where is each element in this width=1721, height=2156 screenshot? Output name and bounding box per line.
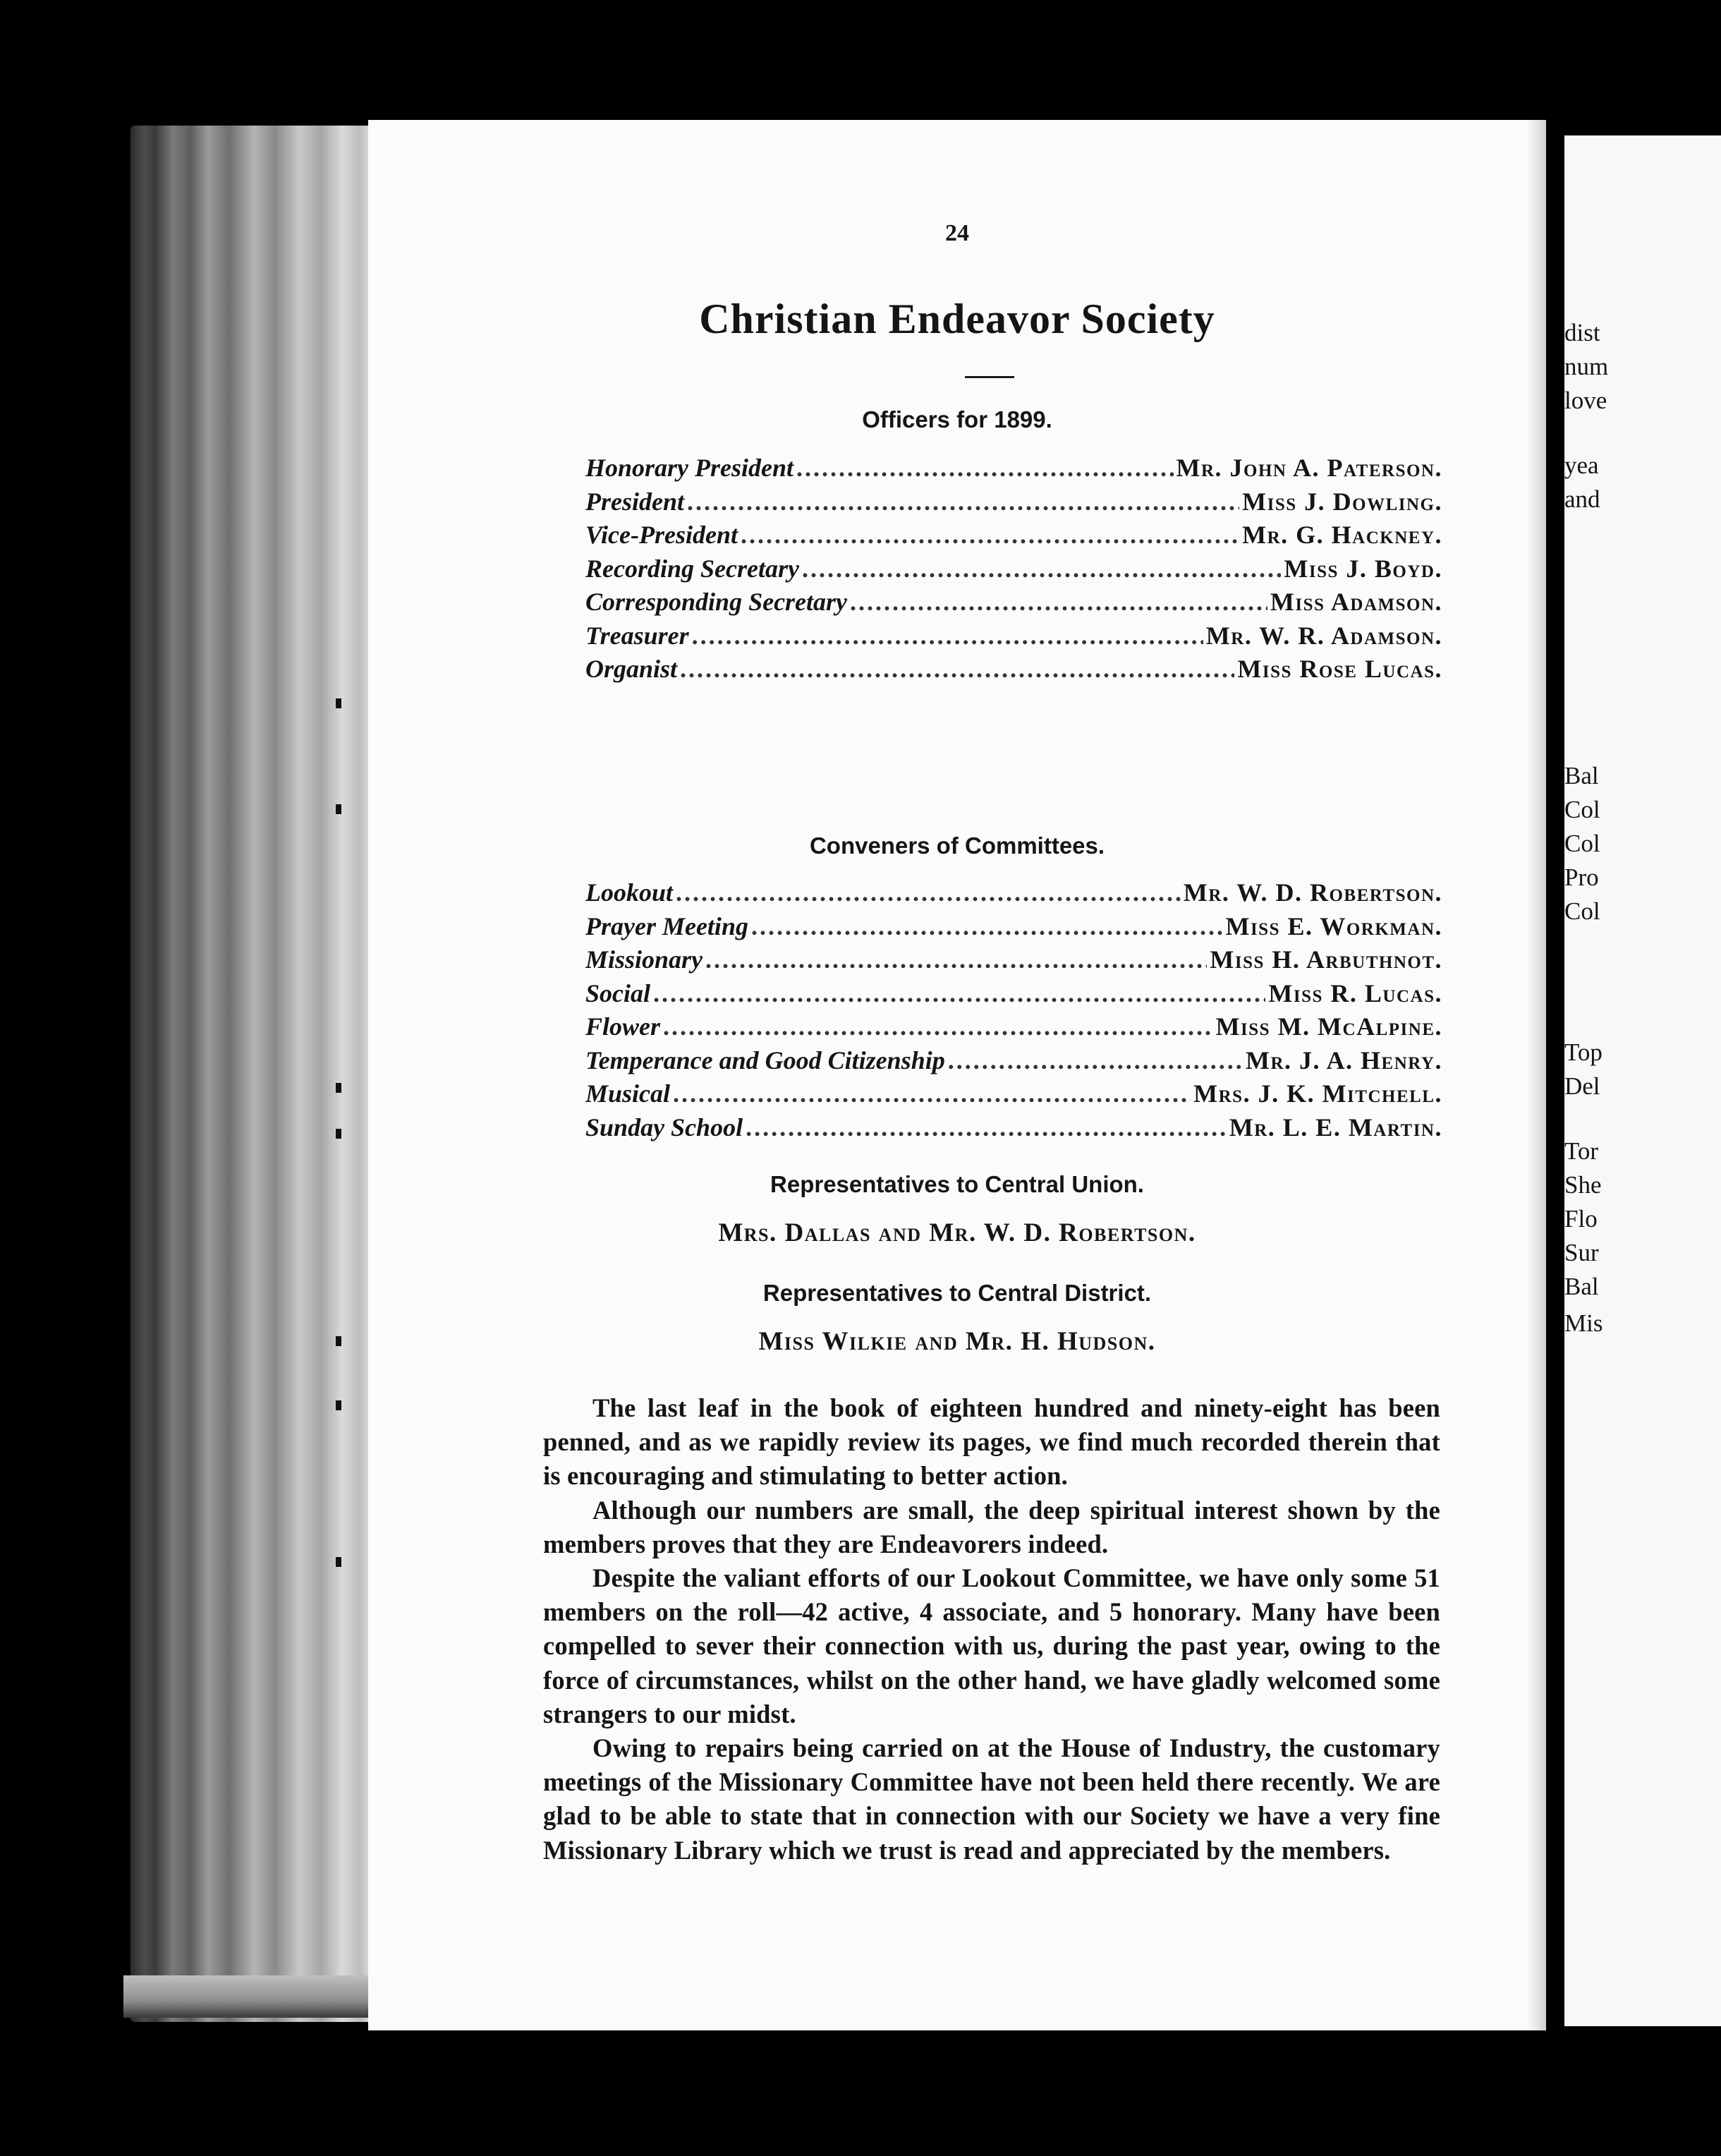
book-page-edges	[130, 126, 374, 2022]
edge-mark	[336, 804, 341, 814]
officer-name: Miss Adamson.	[1270, 588, 1442, 616]
conveners-list	[585, 878, 1442, 1146]
officer-row	[585, 621, 1442, 655]
dot-leader	[948, 1046, 1243, 1075]
committee-name: Musical	[585, 1079, 671, 1108]
dot-leader	[663, 1012, 1213, 1041]
facing-page-fragment: Bal	[1564, 762, 1599, 789]
convener-name: Mr. J. A. Henry.	[1245, 1046, 1442, 1074]
convener-name: Miss R. Lucas.	[1268, 979, 1442, 1007]
convener-row	[585, 1079, 1442, 1113]
officer-name: Mr. John A. Paterson.	[1176, 454, 1442, 482]
officers-heading: Officers for 1899.	[862, 406, 1052, 432]
facing-page-fragment: num	[1564, 353, 1609, 380]
officer-role: Corresponding Secretary	[585, 588, 848, 616]
facing-page-fragment: and	[1564, 485, 1600, 513]
facing-page-fragment: Col	[1564, 796, 1600, 823]
convener-name: Miss E. Workman.	[1225, 912, 1442, 940]
paragraph: Owing to repairs being carried on at the House of Industry, the customary meetings of the Missionary Committee have not been held there recently. We are glad to be able to state that in connection with our Society we have a very fine Missionary Library which we trust is read and appreciated by the members.	[543, 1733, 1440, 1865]
committee-name: Flower	[585, 1012, 661, 1041]
facing-page-fragment: Sur	[1564, 1239, 1599, 1266]
dot-leader	[802, 554, 1281, 583]
committee-name: Prayer Meeting	[585, 912, 748, 940]
officer-row	[585, 554, 1442, 588]
conveners-heading: Conveners of Committees.	[809, 832, 1105, 859]
facing-page-fragment: Del	[1564, 1072, 1600, 1100]
central-union-names: Mrs. Dallas and Mr. W. D. Robertson.	[718, 1218, 1196, 1247]
edge-mark	[336, 1083, 341, 1093]
convener-row	[585, 979, 1442, 1012]
convener-name: Miss M. McAlpine.	[1215, 1012, 1442, 1041]
convener-row	[585, 1046, 1442, 1079]
facing-page-fragment: Col	[1564, 897, 1600, 925]
officer-name: Miss Rose Lucas.	[1237, 655, 1442, 683]
convener-name: Miss H. Arbuthnot.	[1210, 945, 1442, 974]
officer-role: President	[585, 487, 684, 516]
committee-name: Lookout	[585, 878, 674, 907]
dot-leader	[680, 654, 1234, 684]
facing-page-fragment: Flo	[1564, 1205, 1598, 1233]
officers-list	[585, 453, 1442, 688]
convener-name: Mr. W. D. Robertson.	[1183, 878, 1442, 907]
officer-row	[585, 487, 1442, 521]
convener-row	[585, 878, 1442, 912]
edge-mark	[336, 1336, 341, 1346]
dot-leader	[653, 979, 1265, 1008]
facing-page-fragment: She	[1564, 1171, 1602, 1199]
officer-role: Organist	[585, 655, 678, 683]
book-bottom-edge	[123, 1975, 377, 2018]
edge-mark	[336, 698, 341, 708]
edge-mark	[336, 1400, 341, 1410]
edge-mark	[336, 1557, 341, 1567]
dot-leader	[692, 621, 1203, 650]
officer-name: Mr. G. Hackney.	[1242, 521, 1442, 549]
convener-name: Mrs. J. K. Mitchell.	[1193, 1079, 1442, 1108]
officer-role: Honorary President	[585, 454, 794, 482]
paragraph: Despite the valiant efforts of our Lookout Committee, we have only some 51 members on the roll—42 active, 4 associate, and 5 honorary. Many have been compelled to sever their connection with us, during the past year, owing to the force of circumstances, whilst on the other hand, we have gladly welcomed some strangers to our midst.	[543, 1563, 1440, 1728]
officer-name: Miss J. Dowling.	[1242, 487, 1442, 516]
facing-page	[1564, 135, 1721, 2026]
edge-mark	[336, 1129, 341, 1139]
dot-leader	[673, 1079, 1191, 1108]
committee-name: Missionary	[585, 945, 703, 974]
dot-leader	[796, 453, 1173, 483]
facing-page-fragment: Col	[1564, 830, 1600, 857]
facing-page-fragment: Tor	[1564, 1137, 1599, 1165]
title-rule	[965, 376, 1014, 378]
facing-page-fragment: yea	[1564, 452, 1599, 479]
officer-row	[585, 520, 1442, 554]
convener-row	[585, 1113, 1442, 1146]
paragraph: Although our numbers are small, the deep spiritual interest shown by the members proves that they are Endeavorers indeed.	[543, 1495, 1440, 1558]
facing-page-fragment: Pro	[1564, 864, 1599, 891]
officer-name: Mr. W. R. Adamson.	[1205, 621, 1442, 650]
central-district-heading: Representatives to Central District.	[762, 1280, 1152, 1306]
page-gutter-shadow	[1527, 120, 1555, 2030]
committee-name: Temperance and Good Citizenship	[585, 1046, 945, 1074]
committee-name: Sunday School	[585, 1113, 743, 1141]
paragraph: The last leaf in the book of eighteen hundred and ninety-eight has been penned, and as we rapidly review its pages, we find much recorded therein that is encouraging and stimulating to better action.	[543, 1393, 1440, 1491]
officer-name: Miss J. Boyd.	[1284, 554, 1442, 583]
document-page	[368, 120, 1546, 2030]
dot-leader	[850, 587, 1267, 617]
dot-leader	[746, 1113, 1227, 1142]
facing-page-fragment: Mis	[1564, 1309, 1603, 1337]
convener-row	[585, 945, 1442, 979]
dot-leader	[687, 487, 1239, 516]
page-title: Christian Endeavor Society	[699, 296, 1215, 342]
page-number: 24	[945, 220, 969, 246]
central-district-names: Miss Wilkie and Mr. H. Hudson.	[758, 1327, 1156, 1356]
officer-role: Vice-President	[585, 521, 738, 549]
officer-role: Treasurer	[585, 621, 689, 650]
facing-page-fragment: dist	[1564, 319, 1600, 346]
facing-page-fragment: love	[1564, 387, 1607, 414]
dot-leader	[676, 878, 1181, 907]
officer-role: Recording Secretary	[585, 554, 799, 583]
convener-row	[585, 912, 1442, 945]
officer-row	[585, 587, 1442, 621]
dot-leader	[705, 945, 1207, 974]
report-text	[543, 1391, 1440, 1867]
dot-leader	[751, 912, 1223, 941]
dot-leader	[741, 520, 1239, 550]
convener-row	[585, 1012, 1442, 1046]
officer-row	[585, 453, 1442, 487]
officer-row	[585, 654, 1442, 688]
central-union-heading: Representatives to Central Union.	[770, 1171, 1144, 1197]
committee-name: Social	[585, 979, 651, 1007]
convener-name: Mr. L. E. Martin.	[1229, 1113, 1442, 1141]
facing-page-fragment: Top	[1564, 1038, 1603, 1066]
facing-page-fragment: Bal	[1564, 1273, 1599, 1300]
